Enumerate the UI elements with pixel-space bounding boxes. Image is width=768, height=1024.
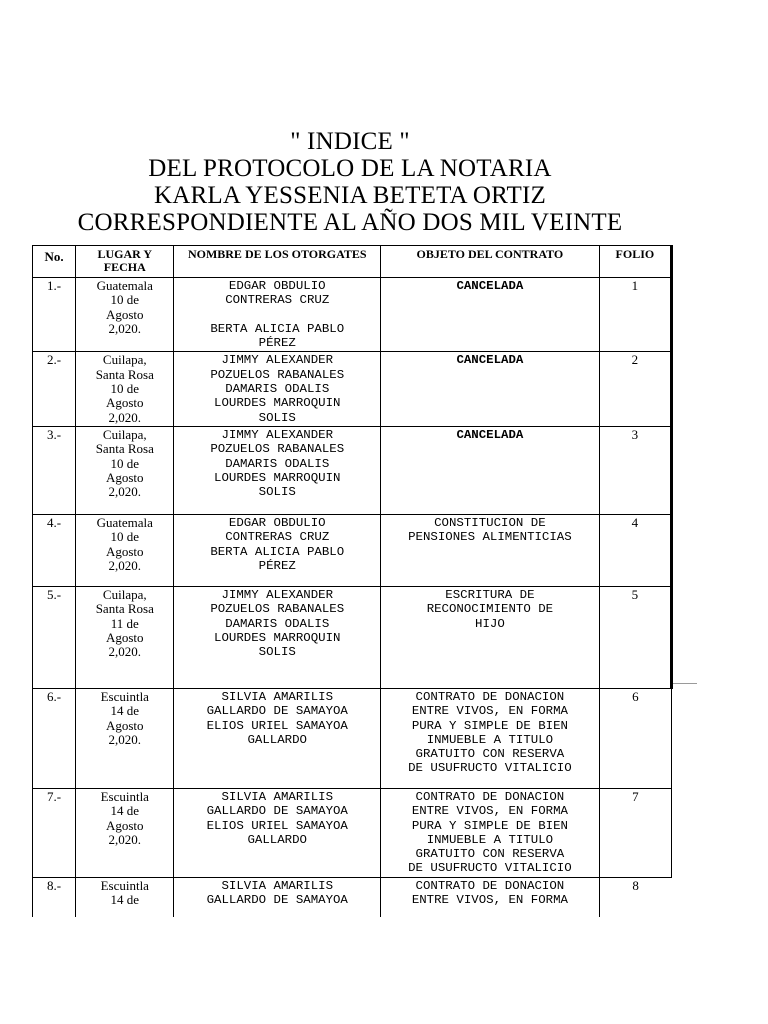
nombre_a-line: GALLARDO DE SAMAYOA <box>206 704 348 719</box>
row-number: 6.- <box>33 688 76 788</box>
objeto-line: CONTRATO DE DONACION <box>415 789 565 804</box>
folio-cell: 1 <box>599 278 671 352</box>
lugar-line: 2,020. <box>108 409 142 425</box>
lugar-line: Santa Rosa <box>95 601 154 617</box>
nombre_a-line: GALLARDO DE SAMAYOA <box>206 804 348 819</box>
lugar-line: 2,020. <box>108 644 142 660</box>
objeto-line: ENTRE VIVOS, EN FORMA <box>411 804 568 819</box>
document-title <box>0 128 700 236</box>
folio-cell: 4 <box>599 514 671 586</box>
table-row <box>33 688 672 788</box>
table-row <box>33 278 672 352</box>
nombre_a-line: DAMARIS ODALIS <box>225 616 330 631</box>
header-folio: FOLIO <box>599 246 671 278</box>
nombre_a-line: ELIOS URIEL SAMAYOA <box>206 718 348 733</box>
otorgantes-cell <box>174 514 381 586</box>
nombre_a-line: SILVIA AMARILIS <box>221 689 334 704</box>
nombre_a-line: CONTRERAS CRUZ <box>225 530 330 545</box>
objeto-line: CANCELADA <box>456 353 524 368</box>
objeto-cell <box>381 877 600 917</box>
row-number: 2.- <box>33 352 76 426</box>
lugar-line: Agosto <box>105 543 144 559</box>
otorgantes-cell <box>174 586 381 688</box>
lugar-fecha-cell <box>76 352 174 426</box>
nombre_a-line: DAMARIS ODALIS <box>225 382 330 397</box>
lugar-line: Cuilapa, <box>102 352 147 368</box>
lugar-line: Agosto <box>105 717 144 733</box>
objeto-cell <box>381 788 600 877</box>
nombre_a-line: LOURDES MARROQUIN <box>214 470 341 485</box>
lugar-line: Santa Rosa <box>95 366 154 382</box>
objeto-line: HIJO <box>475 616 505 631</box>
nombre_a-line: LOURDES MARROQUIN <box>214 396 341 411</box>
table-row <box>33 788 672 877</box>
otorgantes-cell <box>174 877 381 917</box>
table-edge-line <box>673 683 697 684</box>
objeto-cell <box>381 514 600 586</box>
objeto-cell <box>381 278 600 352</box>
lugar-line: Agosto <box>105 817 144 833</box>
lugar-line: 2,020. <box>108 484 142 500</box>
objeto-line: CANCELADA <box>456 279 524 293</box>
folio-cell: 3 <box>599 426 671 514</box>
table-row <box>33 877 672 917</box>
objeto-line: RECONOCIMIENTO DE <box>426 602 554 617</box>
nombre_a-line: GALLARDO <box>247 832 307 847</box>
lugar-line: 14 de <box>110 803 140 819</box>
lugar-line: Agosto <box>105 395 144 411</box>
otorgantes-cell <box>174 278 381 352</box>
title-line-2: DEL PROTOCOLO DE LA NOTARIA <box>148 155 552 182</box>
lugar-line: 14 de <box>110 703 140 719</box>
objeto-line: CONTRATO DE DONACION <box>415 689 565 704</box>
nombre_a-line: SILVIA AMARILIS <box>221 789 334 804</box>
lugar-line: 2,020. <box>108 320 142 336</box>
nombre_a-line: BERTA ALICIA PABLO <box>210 544 345 559</box>
lugar-line: Escuintla <box>100 688 149 704</box>
nombre_b-line: BERTA ALICIA PABLO <box>210 321 345 336</box>
row-number: 4.- <box>33 514 76 586</box>
lugar-fecha-cell <box>76 877 174 917</box>
lugar-fecha-cell <box>76 688 174 788</box>
nombre_a-line: DAMARIS ODALIS <box>225 456 330 471</box>
row-number: 5.- <box>33 586 76 688</box>
lugar-line: Escuintla <box>100 877 149 893</box>
lugar-fecha-cell <box>76 788 174 877</box>
nombre_a-line: SOLIS <box>258 645 296 660</box>
nombre_b-line: PÉREZ <box>258 336 296 351</box>
nombre_a-line: CONTRERAS CRUZ <box>225 293 330 308</box>
objeto-cell <box>381 586 600 688</box>
objeto-line: CANCELADA <box>456 427 524 442</box>
folio-cell: 2 <box>599 352 671 426</box>
nombre_a-line: SILVIA AMARILIS <box>221 878 334 893</box>
title-line-3: KARLA YESSENIA BETETA ORTIZ <box>154 182 546 209</box>
objeto-cell <box>381 426 600 514</box>
lugar-line: Guatemala <box>96 514 153 530</box>
nombre_a-line: POZUELOS RABANALES <box>210 367 345 382</box>
table-row <box>33 514 672 586</box>
row-number: 1.- <box>33 278 76 352</box>
lugar-line: 2,020. <box>108 557 142 573</box>
objeto-line: GRATUITO CON RESERVA <box>415 847 565 862</box>
lugar-line: 2,020. <box>108 731 142 747</box>
spacer <box>175 308 379 322</box>
nombre_a-line: LOURDES MARROQUIN <box>214 630 341 645</box>
nombre_a-line: JIMMY ALEXANDER <box>221 353 334 368</box>
objeto-line: ENTRE VIVOS, EN FORMA <box>411 893 568 908</box>
lugar-line: 11 de <box>110 615 139 631</box>
nombre_a-line: POZUELOS RABANALES <box>210 602 345 617</box>
lugar-line: Agosto <box>105 306 144 322</box>
header-nombre: NOMBRE DE LOS OTORGATES <box>174 246 381 278</box>
objeto-line: ENTRE VIVOS, EN FORMA <box>411 704 568 719</box>
objeto-line: PURA Y SIMPLE DE BIEN <box>411 718 568 733</box>
otorgantes-cell <box>174 352 381 426</box>
title-line-4: CORRESPONDIENTE AL AÑO DOS MIL VEINTE <box>77 209 623 236</box>
objeto-line: INMUEBLE A TITULO <box>426 732 554 747</box>
nombre_a-line: EDGAR OBDULIO <box>228 279 326 293</box>
index-table <box>32 245 673 917</box>
objeto-line: CONTRATO DE DONACION <box>415 878 565 893</box>
lugar-fecha-cell <box>76 426 174 514</box>
objeto-line: ESCRITURA DE <box>445 587 535 602</box>
lugar-line: Santa Rosa <box>95 441 154 457</box>
header-objeto: OBJETO DEL CONTRATO <box>381 246 600 278</box>
nombre_a-line: GALLARDO DE SAMAYOA <box>206 893 348 908</box>
lugar-line: Cuilapa, <box>102 586 147 602</box>
lugar-line: Agosto <box>105 469 144 485</box>
lugar-line: 10 de <box>110 381 140 397</box>
row-number: 8.- <box>33 877 76 917</box>
title-line-1: " INDICE " <box>290 128 410 155</box>
lugar-fecha-cell <box>76 586 174 688</box>
otorgantes-cell <box>174 426 381 514</box>
nombre_a-line: JIMMY ALEXANDER <box>221 427 334 442</box>
lugar-line: 2,020. <box>108 831 142 847</box>
nombre_a-line: JIMMY ALEXANDER <box>221 587 334 602</box>
nombre_a-line: GALLARDO <box>247 732 307 747</box>
otorgantes-cell <box>174 688 381 788</box>
nombre_a-line: POZUELOS RABANALES <box>210 442 345 457</box>
table-row <box>33 586 672 688</box>
lugar-fecha-cell <box>76 278 174 352</box>
objeto-line: GRATUITO CON RESERVA <box>415 747 565 762</box>
folio-cell: 5 <box>599 586 671 688</box>
nombre_a-line: SOLIS <box>258 485 296 500</box>
lugar-line: 10 de <box>110 455 140 471</box>
objeto-line: DE USUFRUCTO VITALICIO <box>408 861 572 876</box>
otorgantes-cell <box>174 788 381 877</box>
lugar-line: Agosto <box>105 629 144 645</box>
objeto-line: CONSTITUCION DE <box>434 515 546 530</box>
nombre_a-line: EDGAR OBDULIO <box>228 515 326 530</box>
lugar-line: 14 de <box>110 892 140 908</box>
nombre_a-line: PÉREZ <box>258 558 296 573</box>
header-lugar: LUGAR Y FECHA <box>76 246 174 278</box>
objeto-line: INMUEBLE A TITULO <box>426 832 554 847</box>
lugar-line: 10 de <box>110 529 140 545</box>
row-number: 3.- <box>33 426 76 514</box>
folio-cell: 8 <box>599 877 671 917</box>
lugar-fecha-cell <box>76 514 174 586</box>
lugar-line: Escuintla <box>100 788 149 804</box>
folio-cell: 7 <box>599 788 671 877</box>
objeto-cell <box>381 352 600 426</box>
table-row <box>33 426 672 514</box>
nombre_a-line: ELIOS URIEL SAMAYOA <box>206 818 348 833</box>
objeto-line: PENSIONES ALIMENTICIAS <box>408 530 572 545</box>
table-row <box>33 352 672 426</box>
objeto-cell <box>381 688 600 788</box>
objeto-line: PURA Y SIMPLE DE BIEN <box>411 818 568 833</box>
lugar-line: 10 de <box>110 292 140 308</box>
header-row <box>33 246 672 278</box>
lugar-line: Cuilapa, <box>102 426 147 442</box>
folio-cell: 6 <box>599 688 671 788</box>
objeto-line: DE USUFRUCTO VITALICIO <box>408 761 572 776</box>
row-number: 7.- <box>33 788 76 877</box>
header-no: No. <box>33 246 76 278</box>
nombre_a-line: SOLIS <box>258 410 296 425</box>
lugar-line: Guatemala <box>96 278 153 293</box>
